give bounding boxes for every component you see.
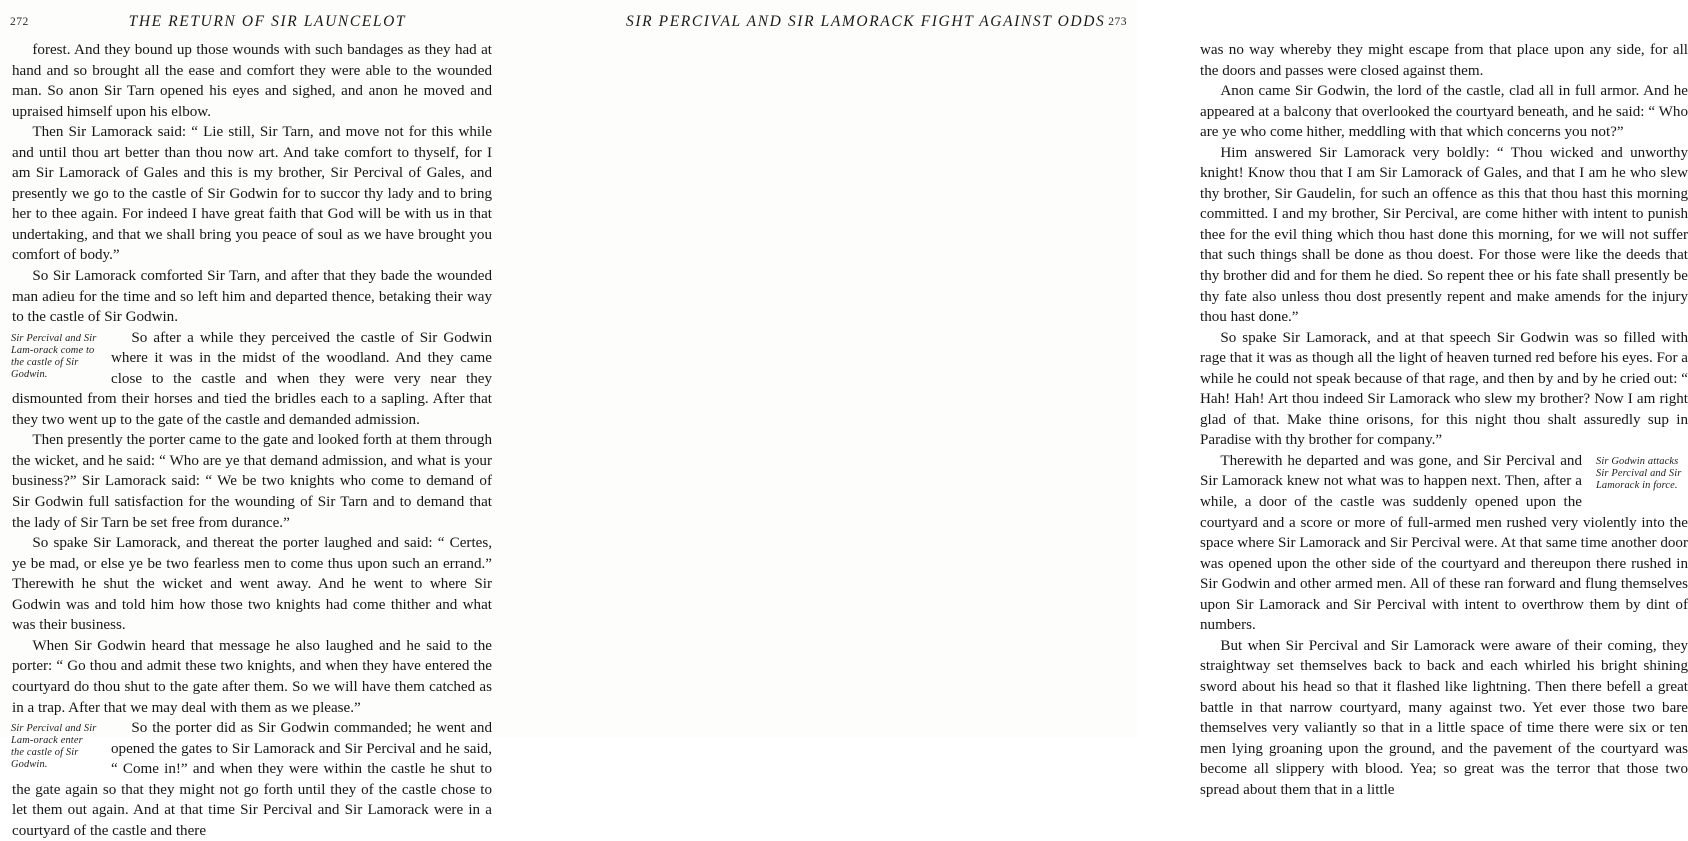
paragraph: Then Sir Lamorack said: “ Lie still, Sir Tarn, and move not for this while and until thou art better than thou now art. And take comfort to thyself, for I am Sir Lamorack of Gales and this is my brother, Sir Percival of Gales, and presently we go to the castle of Sir Godwin for to succor thy lady and to bring her to thee again. For indeed I have great faith that God will be with us in that undertaking, and that we shall bring you peace of soul as we have brought you comfort of body.” (12, 124, 492, 264)
text-column-right (1200, 40, 1688, 800)
running-head-right (626, 12, 1127, 32)
running-head-left (10, 12, 506, 32)
folio-right: 273 (1108, 16, 1127, 28)
folio-left: 272 (10, 16, 29, 28)
paragraph: forest. And they bound up those wounds with such bandages as they had at hand and so brought all the ease and comfort they were able to the wounded man. So anon Sir Tarn opened his eyes and sighed, and anon he moved and upraised himself upon his elbow. (12, 42, 492, 120)
marginal-note: Sir Percival and Sir Lam-orack come to the castle of Sir Godwin. (11, 332, 97, 380)
running-head-title-right: SIR PERCIVAL AND SIR LAMORACK FIGHT AGAINST ODDS (626, 13, 1106, 30)
paragraph-with-sidenote (12, 328, 492, 431)
paragraph: But when Sir Percival and Sir Lamorack were aware of their coming, they straightway set themselves back to back and each whirled his bright shining sword about his head so that it flashed like lightning. Then there befell a great battle in that narrow courtyard, many against two. Yet ever those two bare themselves very valiantly so that in a little space of time there were six or ten men lying groaning upon the ground, and the pavement of the courtyard was become all slippery with blood. Yea; so great was the terror that those two spread about them that in a little (1200, 637, 1688, 798)
paragraph-with-sidenote (1200, 451, 1688, 636)
paragraph: When Sir Godwin heard that message he also laughed and he said to the porter: “ Go thou and admit these two knights, and when they have entered the courtyard do thou shut to the gate after them. So we will have them catched as in a trap. After that we may deal with them as we please.” (12, 637, 492, 716)
paragraph: So spake Sir Lamorack, and at that speech Sir Godwin was so filled with rage that it was as though all the light of heaven turned red before his eyes. For a while he could not speak because of that rage, and then by and by he cried out: “ Hah! Hah! Art thou indeed Sir Lamorack who slew my brother? Now I am right glad of that. Make thine orisons, for this night thou shalt assuredly sup in Paradise with thy brother for company.” (1200, 329, 1688, 449)
paragraph: So Sir Lamorack comforted Sir Tarn, and after that they bade the wounded man adieu for the time and so left him and departed thence, betaking their way to the castle of Sir Godwin. (12, 268, 492, 326)
paragraph: was no way whereby they might escape from that place upon any side, for all the doors and passes were closed against them. (1200, 42, 1688, 79)
text-column-left (12, 40, 492, 841)
paragraph: Then presently the porter came to the gate and looked forth at them through the wicket, and he said: “ Who are ye that demand admission, and what is your business?” Sir Lamorack said: “ We be two knights who come to demand of Sir Godwin full satisfaction for the wounding of Sir Tarn and to demand that the lady of Sir Tarn be set free from durance.” (12, 432, 492, 531)
paragraph-text: So after a while they perceived the castle of Sir Godwin where it was in the midst of the woodland. And they came close to the castle and when they were very near they dismounted from their horses and tied the bridles each to a sapling. After that they two went up to the gate of the castle and demanded admission. (12, 329, 492, 428)
paragraph: So spake Sir Lamorack, and thereat the porter laughed and said: “ Certes, ye be mad, or else ye be two fearless men to come thus upon such an errand.” Therewith he shut the wicket and went away. And he went to where Sir Godwin was and told him how those two knights had come thither and what was their business. (12, 535, 492, 634)
paragraph-with-sidenote (12, 718, 492, 841)
page-left (0, 0, 568, 839)
page-right (568, 0, 1688, 798)
paragraph-text: So the porter did as Sir Godwin commanded; he went and opened the gates to Sir Lamorack and Sir Percival and he said, “ Come in!” and when they were within the castle he shut to the gate again so that they might not go forth until they of the castle chose to let them out again. And at that time Sir Percival and Sir Lamorack were in a courtyard of the castle and there (12, 720, 492, 839)
paragraph: Anon came Sir Godwin, the lord of the castle, clad all in full armor. And he appeared at a balcony that overlooked the courtyard beneath, and he said: “ Who are ye who come hither, meddling with that which concerns you not?” (1200, 83, 1688, 141)
marginal-note: Sir Godwin attacks Sir Percival and Sir Lamorack in force. (1596, 455, 1682, 492)
marginal-note: Sir Percival and Sir Lam-orack enter the castle of Sir Godwin. (11, 723, 97, 771)
paragraph-text: Therewith he departed and was gone, and Sir Percival and Sir Lamorack knew not what was to happen next. Then, after a while, a door of the castle was suddenly opened upon the courtyard and a score or more of full-armed men rushed very violently into the space where Sir Lamorack and Sir Percival were. At that same time another door was opened upon the other side of the courtyard and thereupon there rushed in Sir Godwin and other armed men. All of these ran forward and flung themselves upon Sir Lamorack and Sir Percival with intent to overthrow them by dint of numbers. (1200, 452, 1688, 634)
paragraph: Him answered Sir Lamorack very boldly: “ Thou wicked and unworthy knight! Know thou that I am Sir Lamorack of Gales, and that I am he who slew thy brother, Sir Gaudelin, for such an offence as this that thou hast this morning committed. I and my brother, Sir Percival, are come hither with intent to punish thee for the evil thing which thou hast done this morning, for we will not suffer that such things shall be done as thou doest. For those were like the deeds that thy brother did and for them he died. So repent thee or his fate shall presently be thy fate also unless thou dost presently repent and make amends for the injury thou hast done.” (1200, 144, 1688, 326)
running-head-title-left: THE RETURN OF SIR LAUNCELOT (128, 13, 407, 30)
